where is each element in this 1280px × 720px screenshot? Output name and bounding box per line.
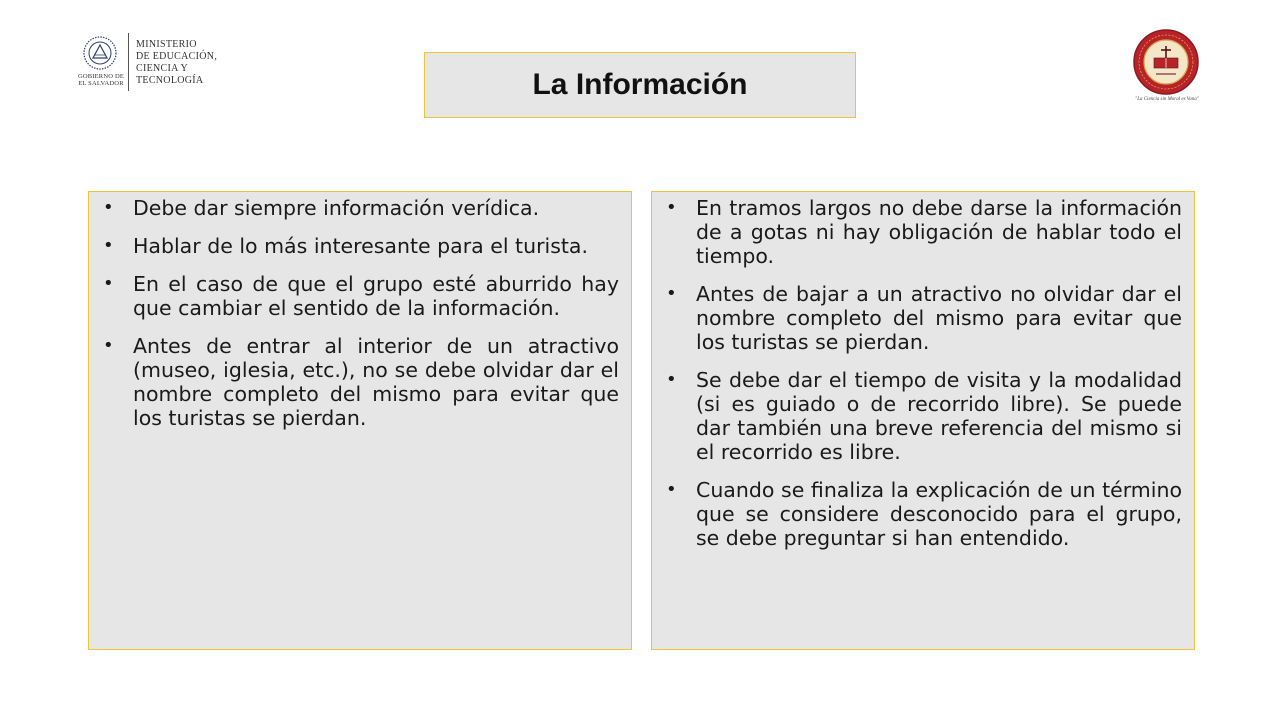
logo-divider xyxy=(128,33,129,91)
list-item xyxy=(99,334,619,430)
list-item xyxy=(662,478,1182,550)
right-bullet-list xyxy=(662,196,1182,550)
ministry-name xyxy=(136,39,231,87)
bullet-icon: • xyxy=(103,335,114,356)
bullet-icon: • xyxy=(103,235,114,256)
list-item xyxy=(99,272,619,320)
list-item-text: En tramos largos no debe darse la información de a gotas ni hay obligación de hablar todo el tiempo. xyxy=(696,196,1182,268)
left-content-box xyxy=(88,191,632,650)
ministry-line: MINISTERIO xyxy=(136,39,197,50)
ministry-line: DE EDUCACIÓN, xyxy=(136,51,218,62)
university-seal-icon xyxy=(1130,28,1202,96)
ministry-logo xyxy=(76,33,226,95)
bullet-icon: • xyxy=(666,283,677,304)
right-content-box xyxy=(651,191,1195,650)
university-motto: "La Ciencia sin Moral es Vana" xyxy=(1135,97,1199,102)
list-item xyxy=(662,196,1182,268)
ministry-line: CIENCIA Y xyxy=(136,63,189,74)
bullet-icon: • xyxy=(666,479,677,500)
list-item-text: Debe dar siempre información verídica. xyxy=(133,196,540,220)
list-item xyxy=(99,234,619,258)
bullet-icon: • xyxy=(103,197,114,218)
bullet-icon: • xyxy=(666,197,677,218)
list-item-text: Antes de bajar a un atractivo no olvidar dar el nombre completo del mismo para evitar que los turistas se pierdan. xyxy=(696,282,1182,354)
left-bullet-list xyxy=(99,196,619,430)
list-item-text: Cuando se finaliza la explicación de un término que se considere desconocido para el grupo, se debe preguntar si han entendido. xyxy=(696,478,1182,550)
university-logo xyxy=(1126,28,1206,112)
government-seal-icon xyxy=(82,35,118,71)
bullet-icon: • xyxy=(103,273,114,294)
title-box xyxy=(424,52,856,118)
slide-title: La Información xyxy=(532,68,748,101)
list-item-text: Antes de entrar al interior de un atractivo (museo, iglesia, etc.), no se debe olvidar dar el nombre completo del mismo para evitar que los turistas se pierdan. xyxy=(133,334,619,430)
list-item-text: En el caso de que el grupo esté aburrido hay que cambiar el sentido de la información. xyxy=(133,272,619,320)
government-caption: GOBIERNO DE EL SALVADOR xyxy=(77,73,125,87)
list-item xyxy=(99,196,619,220)
ministry-line: TECNOLOGÍA xyxy=(136,75,204,86)
list-item-text: Se debe dar el tiempo de visita y la modalidad (si es guiado o de recorrido libre). Se puede dar también una breve referencia del mismo si el recorrido es libre. xyxy=(696,368,1182,464)
list-item xyxy=(662,282,1182,354)
list-item xyxy=(662,368,1182,464)
list-item-text: Hablar de lo más interesante para el turista. xyxy=(133,234,589,258)
bullet-icon: • xyxy=(666,369,677,390)
